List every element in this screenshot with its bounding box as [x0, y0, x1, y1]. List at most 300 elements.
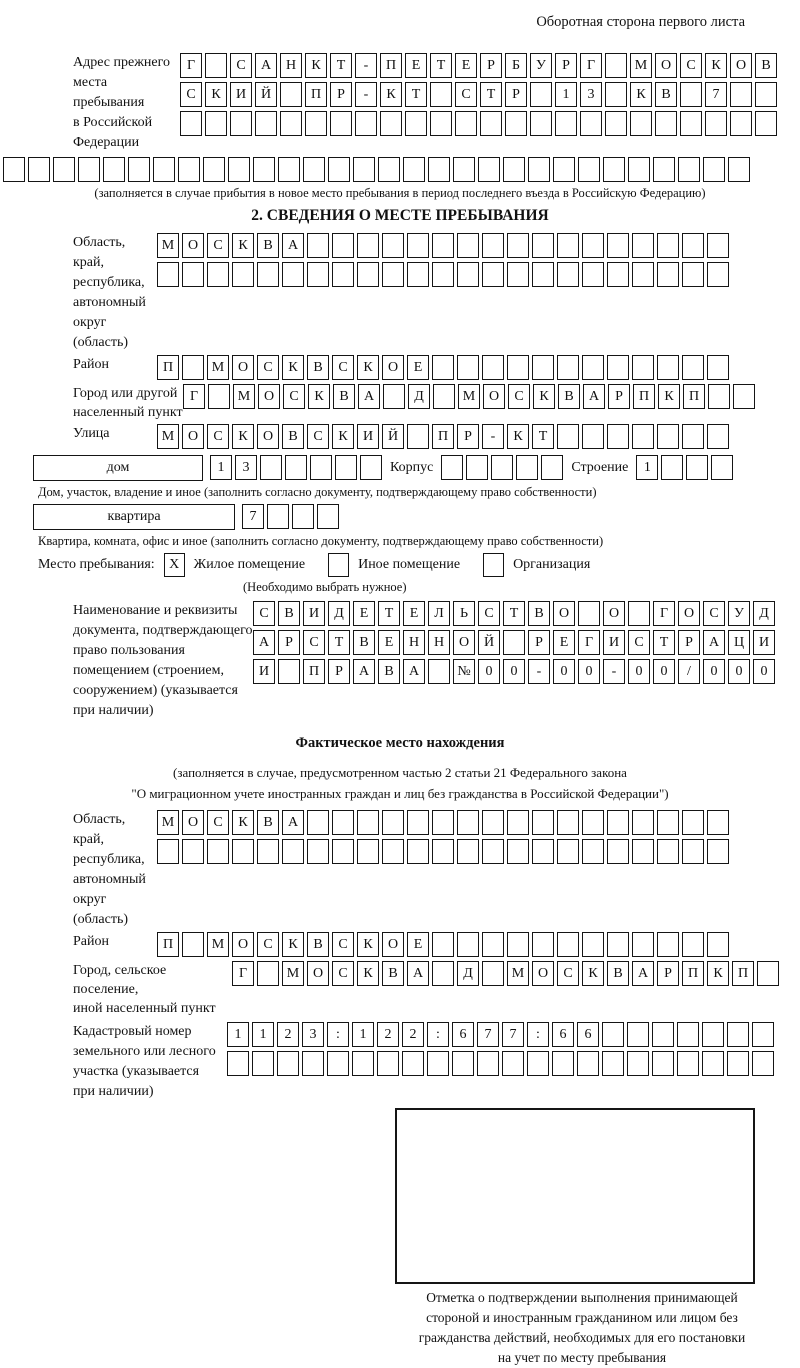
char-box[interactable]: А: [282, 810, 304, 835]
char-box[interactable]: К: [357, 961, 379, 986]
char-box[interactable]: [407, 810, 429, 835]
char-box[interactable]: [457, 355, 479, 380]
char-box[interactable]: О: [483, 384, 505, 409]
char-box[interactable]: [607, 932, 629, 957]
char-box[interactable]: [457, 810, 479, 835]
char-box[interactable]: 1: [555, 82, 577, 107]
char-box[interactable]: [257, 839, 279, 864]
char-box[interactable]: С: [257, 932, 279, 957]
char-box[interactable]: П: [732, 961, 754, 986]
char-box[interactable]: [728, 157, 750, 182]
char-box[interactable]: [255, 111, 277, 136]
char-box[interactable]: 2: [402, 1022, 424, 1047]
char-box[interactable]: В: [378, 659, 400, 684]
char-box[interactable]: [505, 111, 527, 136]
char-box[interactable]: П: [380, 53, 402, 78]
char-box[interactable]: [657, 810, 679, 835]
char-box[interactable]: [580, 111, 602, 136]
char-box[interactable]: Р: [505, 82, 527, 107]
char-box[interactable]: [727, 1022, 749, 1047]
char-box[interactable]: Й: [478, 630, 500, 655]
char-box[interactable]: [532, 810, 554, 835]
char-box[interactable]: [530, 82, 552, 107]
char-box[interactable]: [557, 233, 579, 258]
char-box[interactable]: С: [332, 961, 354, 986]
char-box[interactable]: Р: [328, 659, 350, 684]
char-box[interactable]: С: [180, 82, 202, 107]
char-box[interactable]: В: [558, 384, 580, 409]
char-box[interactable]: [182, 262, 204, 287]
char-box[interactable]: Е: [407, 932, 429, 957]
char-box[interactable]: [582, 233, 604, 258]
char-box[interactable]: [705, 111, 727, 136]
char-box[interactable]: П: [432, 424, 454, 449]
char-box[interactable]: [657, 839, 679, 864]
char-box[interactable]: В: [307, 355, 329, 380]
char-box[interactable]: [678, 157, 700, 182]
char-box[interactable]: К: [630, 82, 652, 107]
char-box[interactable]: К: [308, 384, 330, 409]
char-box[interactable]: [632, 839, 654, 864]
char-box[interactable]: [355, 111, 377, 136]
char-box[interactable]: Е: [407, 355, 429, 380]
char-box[interactable]: [630, 111, 652, 136]
char-box[interactable]: Т: [653, 630, 675, 655]
char-box[interactable]: О: [182, 810, 204, 835]
char-box[interactable]: М: [630, 53, 652, 78]
char-box[interactable]: [577, 1051, 599, 1076]
char-box[interactable]: Н: [428, 630, 450, 655]
char-box[interactable]: 7: [502, 1022, 524, 1047]
char-box[interactable]: [482, 961, 504, 986]
char-box[interactable]: О: [257, 424, 279, 449]
char-box[interactable]: [632, 233, 654, 258]
char-box[interactable]: [582, 810, 604, 835]
char-box[interactable]: [491, 455, 513, 480]
char-box[interactable]: [657, 355, 679, 380]
char-box[interactable]: О: [532, 961, 554, 986]
char-box[interactable]: В: [278, 601, 300, 626]
char-box[interactable]: [332, 810, 354, 835]
char-box[interactable]: 3: [302, 1022, 324, 1047]
char-box[interactable]: [632, 262, 654, 287]
char-box[interactable]: К: [707, 961, 729, 986]
char-box[interactable]: В: [257, 233, 279, 258]
char-box[interactable]: [182, 355, 204, 380]
char-box[interactable]: [260, 455, 282, 480]
char-box[interactable]: Т: [405, 82, 427, 107]
char-box[interactable]: [603, 157, 625, 182]
char-box[interactable]: Е: [403, 601, 425, 626]
char-box[interactable]: 7: [477, 1022, 499, 1047]
char-box[interactable]: [707, 424, 729, 449]
char-box[interactable]: [607, 810, 629, 835]
char-box[interactable]: [128, 157, 150, 182]
char-box[interactable]: Д: [753, 601, 775, 626]
char-box[interactable]: [482, 932, 504, 957]
char-box[interactable]: С: [478, 601, 500, 626]
char-box[interactable]: [3, 157, 25, 182]
char-box[interactable]: [330, 111, 352, 136]
char-box[interactable]: [103, 157, 125, 182]
char-box[interactable]: [755, 111, 777, 136]
char-box[interactable]: [328, 157, 350, 182]
char-box[interactable]: [267, 504, 289, 529]
checkbox-other-premises[interactable]: [328, 553, 349, 577]
char-box[interactable]: [730, 111, 752, 136]
char-box[interactable]: Н: [403, 630, 425, 655]
char-box[interactable]: К: [282, 932, 304, 957]
char-box[interactable]: [53, 157, 75, 182]
char-box[interactable]: М: [282, 961, 304, 986]
char-box[interactable]: [677, 1022, 699, 1047]
char-box[interactable]: [582, 424, 604, 449]
char-box[interactable]: А: [353, 659, 375, 684]
char-box[interactable]: Р: [678, 630, 700, 655]
char-box[interactable]: [378, 157, 400, 182]
char-box[interactable]: 3: [580, 82, 602, 107]
char-box[interactable]: [582, 839, 604, 864]
char-box[interactable]: [532, 262, 554, 287]
char-box[interactable]: [532, 233, 554, 258]
char-box[interactable]: [605, 111, 627, 136]
char-box[interactable]: [602, 1022, 624, 1047]
char-box[interactable]: О: [655, 53, 677, 78]
char-box[interactable]: [682, 932, 704, 957]
char-box[interactable]: [432, 262, 454, 287]
char-box[interactable]: Р: [657, 961, 679, 986]
char-box[interactable]: [405, 111, 427, 136]
char-box[interactable]: [232, 839, 254, 864]
char-box[interactable]: В: [257, 810, 279, 835]
char-box[interactable]: [430, 111, 452, 136]
char-box[interactable]: С: [207, 810, 229, 835]
char-box[interactable]: [757, 961, 779, 986]
char-box[interactable]: [657, 424, 679, 449]
char-box[interactable]: [353, 157, 375, 182]
char-box[interactable]: [432, 961, 454, 986]
char-box[interactable]: [307, 262, 329, 287]
char-box[interactable]: Г: [653, 601, 675, 626]
char-box[interactable]: К: [332, 424, 354, 449]
char-box[interactable]: [733, 384, 755, 409]
char-box[interactable]: [482, 839, 504, 864]
char-box[interactable]: [507, 839, 529, 864]
char-box[interactable]: С: [508, 384, 530, 409]
house-field-box[interactable]: [33, 455, 203, 481]
char-box[interactable]: П: [157, 355, 179, 380]
char-box[interactable]: К: [305, 53, 327, 78]
char-box[interactable]: 6: [452, 1022, 474, 1047]
char-box[interactable]: [632, 355, 654, 380]
char-box[interactable]: [532, 932, 554, 957]
char-box[interactable]: [532, 355, 554, 380]
char-box[interactable]: [207, 262, 229, 287]
char-box[interactable]: [457, 233, 479, 258]
char-box[interactable]: С: [332, 355, 354, 380]
char-box[interactable]: [317, 504, 339, 529]
char-box[interactable]: [482, 233, 504, 258]
char-box[interactable]: [627, 1051, 649, 1076]
char-box[interactable]: А: [583, 384, 605, 409]
char-box[interactable]: О: [603, 601, 625, 626]
char-box[interactable]: [557, 355, 579, 380]
char-box[interactable]: [428, 157, 450, 182]
char-box[interactable]: С: [230, 53, 252, 78]
char-box[interactable]: Б: [505, 53, 527, 78]
char-box[interactable]: [332, 262, 354, 287]
char-box[interactable]: [707, 355, 729, 380]
char-box[interactable]: К: [205, 82, 227, 107]
char-box[interactable]: [607, 839, 629, 864]
char-box[interactable]: М: [458, 384, 480, 409]
char-box[interactable]: [680, 111, 702, 136]
char-box[interactable]: [555, 111, 577, 136]
char-box[interactable]: [228, 157, 250, 182]
char-box[interactable]: [557, 810, 579, 835]
char-box[interactable]: [360, 455, 382, 480]
char-box[interactable]: [377, 1051, 399, 1076]
char-box[interactable]: Т: [480, 82, 502, 107]
char-box[interactable]: [205, 53, 227, 78]
char-box[interactable]: [432, 355, 454, 380]
char-box[interactable]: В: [655, 82, 677, 107]
char-box[interactable]: [178, 157, 200, 182]
char-box[interactable]: [441, 455, 463, 480]
char-box[interactable]: [607, 262, 629, 287]
char-box[interactable]: [652, 1051, 674, 1076]
char-box[interactable]: Й: [382, 424, 404, 449]
char-box[interactable]: [607, 355, 629, 380]
char-box[interactable]: [503, 157, 525, 182]
char-box[interactable]: [530, 111, 552, 136]
char-box[interactable]: [302, 1051, 324, 1076]
char-box[interactable]: [702, 1022, 724, 1047]
char-box[interactable]: Г: [578, 630, 600, 655]
char-box[interactable]: [527, 1051, 549, 1076]
char-box[interactable]: Р: [278, 630, 300, 655]
char-box[interactable]: В: [607, 961, 629, 986]
char-box[interactable]: №: [453, 659, 475, 684]
char-box[interactable]: [682, 262, 704, 287]
char-box[interactable]: 1: [252, 1022, 274, 1047]
char-box[interactable]: П: [633, 384, 655, 409]
char-box[interactable]: [78, 157, 100, 182]
char-box[interactable]: [702, 1051, 724, 1076]
char-box[interactable]: И: [753, 630, 775, 655]
char-box[interactable]: [707, 839, 729, 864]
char-box[interactable]: [428, 659, 450, 684]
char-box[interactable]: Г: [180, 53, 202, 78]
char-box[interactable]: С: [455, 82, 477, 107]
char-box[interactable]: [307, 810, 329, 835]
char-box[interactable]: [582, 355, 604, 380]
char-box[interactable]: [310, 455, 332, 480]
char-box[interactable]: [682, 355, 704, 380]
char-box[interactable]: Р: [457, 424, 479, 449]
char-box[interactable]: [307, 233, 329, 258]
char-box[interactable]: /: [678, 659, 700, 684]
char-box[interactable]: К: [658, 384, 680, 409]
char-box[interactable]: Р: [480, 53, 502, 78]
char-box[interactable]: [707, 810, 729, 835]
char-box[interactable]: [432, 233, 454, 258]
char-box[interactable]: [557, 839, 579, 864]
char-box[interactable]: [507, 233, 529, 258]
char-box[interactable]: В: [382, 961, 404, 986]
char-box[interactable]: [655, 111, 677, 136]
char-box[interactable]: [657, 262, 679, 287]
char-box[interactable]: [332, 839, 354, 864]
char-box[interactable]: П: [683, 384, 705, 409]
char-box[interactable]: [182, 839, 204, 864]
char-box[interactable]: Е: [405, 53, 427, 78]
char-box[interactable]: 2: [377, 1022, 399, 1047]
char-box[interactable]: [707, 233, 729, 258]
char-box[interactable]: К: [232, 424, 254, 449]
char-box[interactable]: 0: [553, 659, 575, 684]
char-box[interactable]: [516, 455, 538, 480]
char-box[interactable]: [332, 233, 354, 258]
char-box[interactable]: -: [482, 424, 504, 449]
char-box[interactable]: У: [728, 601, 750, 626]
char-box[interactable]: [257, 262, 279, 287]
char-box[interactable]: Ь: [453, 601, 475, 626]
char-box[interactable]: [711, 455, 733, 480]
char-box[interactable]: С: [283, 384, 305, 409]
char-box[interactable]: [407, 262, 429, 287]
char-box[interactable]: Р: [330, 82, 352, 107]
char-box[interactable]: [305, 111, 327, 136]
char-box[interactable]: К: [232, 810, 254, 835]
checkbox-organization[interactable]: [483, 553, 504, 577]
char-box[interactable]: Г: [183, 384, 205, 409]
char-box[interactable]: [230, 111, 252, 136]
char-box[interactable]: [457, 839, 479, 864]
char-box[interactable]: [552, 1051, 574, 1076]
char-box[interactable]: [507, 262, 529, 287]
char-box[interactable]: [607, 233, 629, 258]
char-box[interactable]: И: [253, 659, 275, 684]
char-box[interactable]: [207, 839, 229, 864]
char-box[interactable]: -: [355, 53, 377, 78]
char-box[interactable]: Е: [455, 53, 477, 78]
char-box[interactable]: А: [407, 961, 429, 986]
char-box[interactable]: -: [355, 82, 377, 107]
char-box[interactable]: :: [427, 1022, 449, 1047]
char-box[interactable]: О: [307, 961, 329, 986]
char-box[interactable]: [703, 157, 725, 182]
char-box[interactable]: В: [528, 601, 550, 626]
char-box[interactable]: К: [582, 961, 604, 986]
char-box[interactable]: [582, 932, 604, 957]
char-box[interactable]: [402, 1051, 424, 1076]
char-box[interactable]: А: [703, 630, 725, 655]
char-box[interactable]: [627, 1022, 649, 1047]
char-box[interactable]: [432, 810, 454, 835]
char-box[interactable]: Й: [255, 82, 277, 107]
char-box[interactable]: [205, 111, 227, 136]
char-box[interactable]: [578, 157, 600, 182]
char-box[interactable]: [578, 601, 600, 626]
char-box[interactable]: [208, 384, 230, 409]
char-box[interactable]: [682, 839, 704, 864]
char-box[interactable]: [407, 233, 429, 258]
char-box[interactable]: А: [358, 384, 380, 409]
char-box[interactable]: К: [357, 932, 379, 957]
char-box[interactable]: [686, 455, 708, 480]
char-box[interactable]: О: [678, 601, 700, 626]
char-box[interactable]: [278, 157, 300, 182]
char-box[interactable]: О: [182, 424, 204, 449]
char-box[interactable]: С: [207, 424, 229, 449]
char-box[interactable]: 0: [578, 659, 600, 684]
char-box[interactable]: Т: [328, 630, 350, 655]
char-box[interactable]: Г: [232, 961, 254, 986]
char-box[interactable]: [180, 111, 202, 136]
char-box[interactable]: [280, 82, 302, 107]
char-box[interactable]: -: [603, 659, 625, 684]
char-box[interactable]: Р: [528, 630, 550, 655]
char-box[interactable]: [482, 355, 504, 380]
char-box[interactable]: [232, 262, 254, 287]
char-box[interactable]: К: [357, 355, 379, 380]
char-box[interactable]: [227, 1051, 249, 1076]
char-box[interactable]: [357, 233, 379, 258]
char-box[interactable]: А: [282, 233, 304, 258]
char-box[interactable]: О: [553, 601, 575, 626]
char-box[interactable]: [541, 455, 563, 480]
char-box[interactable]: В: [353, 630, 375, 655]
char-box[interactable]: [657, 233, 679, 258]
char-box[interactable]: [352, 1051, 374, 1076]
checkbox-residential[interactable]: X: [164, 553, 185, 577]
char-box[interactable]: [653, 157, 675, 182]
char-box[interactable]: [507, 932, 529, 957]
char-box[interactable]: [507, 355, 529, 380]
char-box[interactable]: Т: [532, 424, 554, 449]
char-box[interactable]: Д: [408, 384, 430, 409]
char-box[interactable]: [632, 932, 654, 957]
char-box[interactable]: О: [382, 355, 404, 380]
char-box[interactable]: [752, 1051, 774, 1076]
char-box[interactable]: [432, 932, 454, 957]
char-box[interactable]: В: [755, 53, 777, 78]
char-box[interactable]: [157, 839, 179, 864]
char-box[interactable]: И: [230, 82, 252, 107]
char-box[interactable]: 0: [503, 659, 525, 684]
char-box[interactable]: -: [528, 659, 550, 684]
char-box[interactable]: И: [357, 424, 379, 449]
char-box[interactable]: [727, 1051, 749, 1076]
char-box[interactable]: [466, 455, 488, 480]
char-box[interactable]: П: [682, 961, 704, 986]
char-box[interactable]: [582, 262, 604, 287]
char-box[interactable]: О: [730, 53, 752, 78]
char-box[interactable]: 0: [628, 659, 650, 684]
char-box[interactable]: [403, 157, 425, 182]
char-box[interactable]: [407, 424, 429, 449]
char-box[interactable]: А: [255, 53, 277, 78]
char-box[interactable]: [303, 157, 325, 182]
char-box[interactable]: [382, 839, 404, 864]
char-box[interactable]: Р: [608, 384, 630, 409]
char-box[interactable]: [482, 262, 504, 287]
char-box[interactable]: [605, 82, 627, 107]
char-box[interactable]: [382, 233, 404, 258]
char-box[interactable]: [453, 157, 475, 182]
char-box[interactable]: Е: [378, 630, 400, 655]
